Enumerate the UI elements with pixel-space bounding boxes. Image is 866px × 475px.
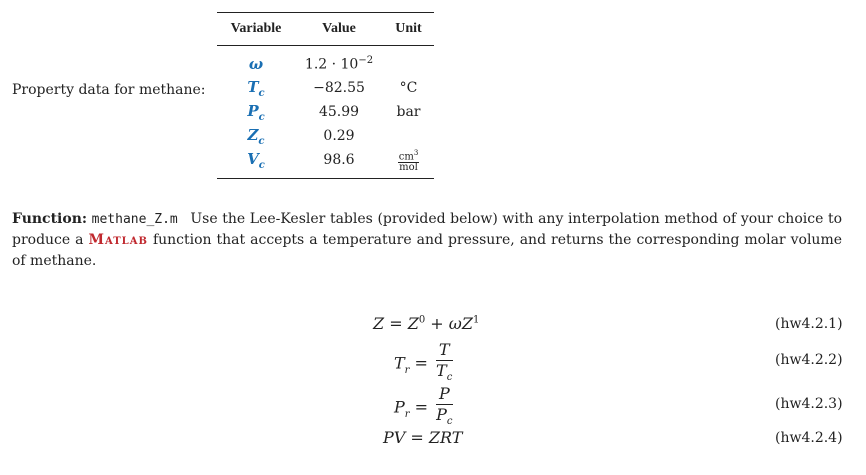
variable-omega: ω — [248, 55, 264, 73]
equation-reduced-temperature: $T_r$ = $\frac{T}{T_c}$ — [394, 340, 453, 384]
table-row — [217, 124, 434, 148]
unit-tc: °C — [399, 80, 418, 96]
header-value: Value — [322, 21, 356, 36]
variable-pc: $P_c$ — [247, 101, 265, 123]
property-data-label: Property data for methane: — [12, 82, 206, 98]
equation-number: (hw4.2.4) — [775, 430, 843, 446]
function-description — [12, 209, 842, 272]
function-text-1: Use the Lee-Kesler tables (provided below) with any interpolation method of your choice to produce a — [12, 211, 843, 248]
unit-pc: bar — [396, 104, 421, 120]
equation-number: (hw4.2.2) — [775, 352, 843, 368]
table-row — [217, 100, 434, 124]
table-header-row — [217, 13, 434, 45]
value-pc: 45.99 — [318, 104, 360, 120]
equation-gas-law: PV = ZRT — [383, 428, 463, 447]
value-tc: −82.55 — [313, 80, 365, 96]
header-unit: Unit — [395, 21, 422, 36]
function-lead: Function: — [12, 211, 88, 227]
equation-number: (hw4.2.1) — [775, 316, 843, 332]
variable-tc: $T_c$ — [247, 77, 265, 99]
table-row — [217, 148, 434, 172]
function-filename: methane_Z.m — [91, 212, 178, 227]
table-bottom-rule — [217, 178, 434, 179]
variable-vc: $V_c$ — [247, 149, 265, 171]
equation-compressibility: $Z = Z^0 + \omega Z^1$ — [373, 314, 480, 333]
table-row — [217, 52, 434, 76]
value-zc: 0.29 — [323, 128, 355, 144]
property-table — [217, 12, 434, 179]
table-row — [217, 76, 434, 100]
unit-fraction: $\frac{cm^3}{\text{mol}}$ — [398, 148, 419, 173]
header-variable: Variable — [230, 21, 282, 36]
matlab-wordmark: Matlab — [88, 232, 148, 248]
value-omega: $1.2 \cdot 10^{-2}$ — [304, 55, 374, 73]
equation-reduced-pressure: $P_r$ = $\frac{P}{P_c}$ — [394, 384, 453, 428]
equation-number: (hw4.2.3) — [775, 396, 843, 412]
variable-zc: $Z_c$ — [247, 125, 265, 147]
value-vc: 98.6 — [323, 152, 355, 168]
unit-vc — [383, 147, 434, 173]
function-text-2: function that accepts a temperature and pressure, and returns the corresponding molar volume of methane. — [12, 232, 843, 269]
